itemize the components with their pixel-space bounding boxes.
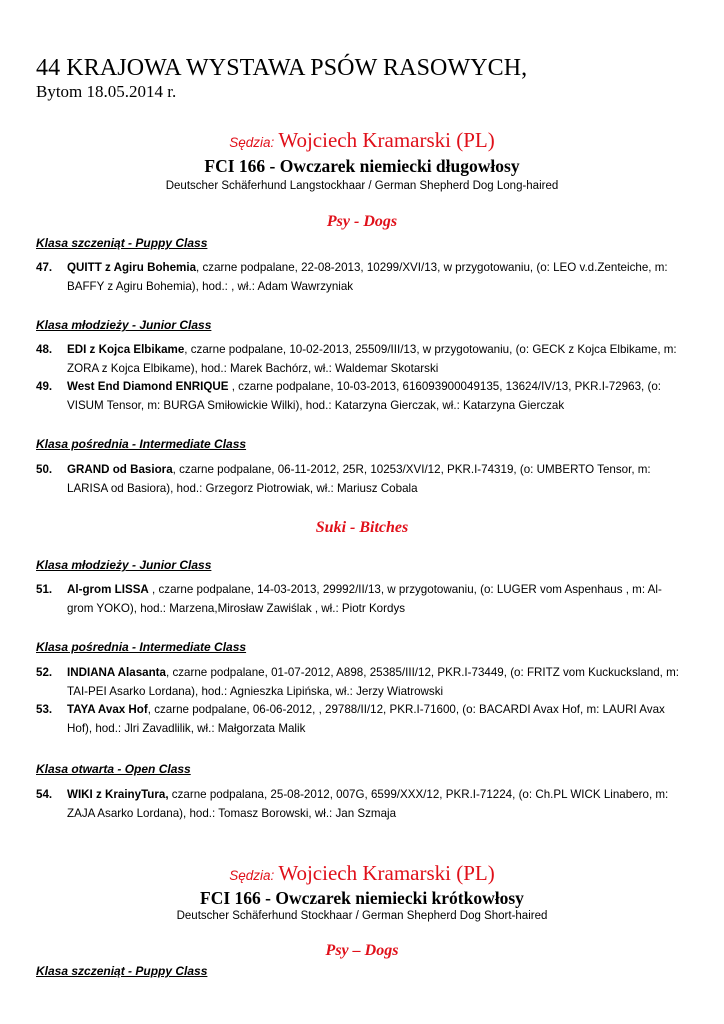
class-heading-puppy: Klasa szczeniąt - Puppy Class [36, 964, 208, 978]
entry-number: 52. [36, 666, 53, 679]
judge-name: Wojciech Kramarski (PL) [278, 128, 495, 152]
class-heading-junior: Klasa młodzieży - Junior Class [36, 558, 212, 572]
judge-label: Sędzia: [229, 868, 275, 883]
entry-details: czarne podpalana, 25-08-2012, 007G, 6599/XXX/12, PKR.I-71224, (o: Ch.PL WICK Linabero, m: ZAJA Asarko Lordana), hod.: Tomasz Borowski, wł.: Jan Szmaja [67, 788, 669, 820]
entry-number: 49. [36, 380, 53, 393]
entry-item [36, 259, 688, 296]
entry-number: 54. [36, 788, 53, 801]
breed-title: FCI 166 - Owczarek niemiecki długowłosy [204, 156, 520, 176]
entry-number: 47. [36, 261, 53, 274]
entry-item [36, 664, 688, 701]
entry-details: , czarne podpalane, 10-03-2013, 616093900049135, 13624/IV/13, PKR.I-72963, (o: VISUM Tensor, m: BURGA Smiłowickie Wilki), hod.: Katarzyna Gierczak, wł.: Katarzyna Gierczak [67, 380, 662, 412]
class-heading-intermediate: Klasa pośrednia - Intermediate Class [36, 437, 247, 451]
entry-item [36, 786, 688, 823]
dog-name: EDI z Kojca Elbikame [67, 343, 185, 356]
entry-item [36, 581, 688, 618]
entry-number: 51. [36, 583, 53, 596]
dog-name: QUITT z Agiru Bohemia [67, 261, 197, 274]
page-subtitle: Bytom 18.05.2014 r. [36, 82, 177, 101]
entry-details: , czarne podpalane, 06-06-2012, , 29788/II/12, PKR.I-71600, (o: BACARDI Avax Hof, m: LAURI Avax Hof), hod.: Jlri Zavadlilik, wł.: Małgorzata Malik [67, 703, 665, 735]
judge-label: Sędzia: [229, 135, 275, 150]
entry-item [36, 461, 688, 498]
breed-subtitle: Deutscher Schäferhund Stockhaar / German Shepherd Dog Short-haired [176, 910, 548, 922]
entry-number: 53. [36, 703, 53, 716]
class-heading-junior: Klasa młodzieży - Junior Class [36, 318, 212, 332]
class-heading-intermediate: Klasa pośrednia - Intermediate Class [36, 640, 247, 654]
judge-line [0, 128, 724, 153]
dog-name: TAYA Avax Hof [67, 703, 148, 716]
breed-title: FCI 166 - Owczarek niemiecki krótkowłosy [200, 888, 524, 908]
entry-item [36, 341, 688, 378]
dog-name: West End Diamond ENRIQUE [67, 380, 229, 393]
dog-name: INDIANA Alasanta [67, 666, 166, 679]
dogs-heading: Psy – Dogs [325, 942, 399, 959]
entry-number: 50. [36, 463, 53, 476]
entry-number: 48. [36, 343, 53, 356]
entry-details: , czarne podpalane, 01-07-2012, A898, 25385/III/12, PKR.I-73449, (o: FRITZ vom Kuckucksland, m: TAI-PEI Asarko Lordana), hod.: Agnieszka Lipińska, wł.: Jerzy Wiatrowski [67, 666, 679, 698]
entry-item [36, 378, 688, 415]
bitches-heading: Suki - Bitches [315, 519, 409, 536]
judge-name: Wojciech Kramarski (PL) [278, 861, 495, 885]
class-heading-puppy: Klasa szczeniąt - Puppy Class [36, 236, 208, 250]
class-heading-open: Klasa otwarta - Open Class [36, 762, 191, 776]
entry-details: , czarne podpalane, 06-11-2012, 25R, 10253/XVI/12, PKR.I-74319, (o: UMBERTO Tensor, m: LARISA od Basiora), hod.: Grzegorz Piotrowiak, wł.: Mariusz Cobala [67, 463, 651, 495]
dog-name: WIKI z KrainyTura, [67, 788, 169, 801]
breed-subtitle: Deutscher Schäferhund Langstockhaar / German Shepherd Dog Long-haired [165, 180, 559, 192]
entry-item [36, 701, 688, 738]
dog-name: GRAND od Basiora [67, 463, 173, 476]
entry-details: , czarne podpalane, 22-08-2013, 10299/XVI/13, w przygotowaniu, (o: LEO v.d.Zenteiche, m: BAFFY z Agiru Bohemia), hod.: , wł.: Adam Wawrzyniak [67, 261, 668, 293]
page-title: 44 KRAJOWA WYSTAWA PSÓW RASOWYCH, [36, 55, 528, 81]
entry-details: , czarne podpalane, 10-02-2013, 25509/III/13, w przygotowaniu, (o: GECK z Kojca Elbikame, m: ZORA z Kojca Elbikame), hod.: Marek Bachórz, wł.: Waldemar Skotarski [67, 343, 677, 375]
judge-line [0, 861, 724, 886]
dogs-heading: Psy - Dogs [326, 213, 398, 230]
entry-details: , czarne podpalane, 14-03-2013, 29992/II/13, w przygotowaniu, (o: LUGER vom Aspenhaus , m: Al-grom YOKO), hod.: Marzena,Mirosław Zawiślak , wł.: Piotr Kordys [67, 583, 662, 615]
dog-name: Al-grom LISSA [67, 583, 149, 596]
